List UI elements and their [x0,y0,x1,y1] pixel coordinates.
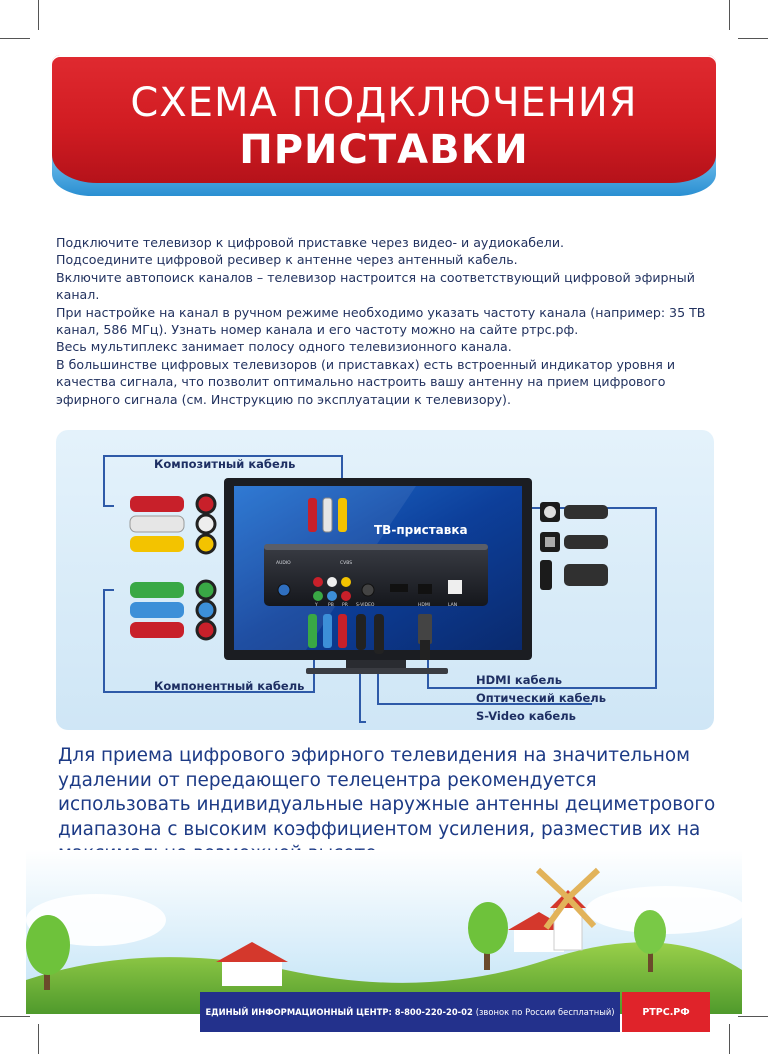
crop-mark [738,38,768,39]
free-call-note: (звонок по России бесплатный) [475,1007,615,1017]
composite-cable-label: Композитный кабель [154,457,296,471]
svideo-cable-label: S-Video кабель [476,709,576,723]
plug-green [130,582,184,598]
port-label-pr: PR [342,603,348,608]
port-label-pb: PB [328,603,334,608]
crop-mark [38,1024,39,1054]
hdmi-cable-label: HDMI кабель [476,673,562,687]
composite-top-plugs [308,498,347,532]
crop-mark [738,1016,768,1017]
footer-text [205,1007,614,1017]
port-label-y: Y [315,603,318,608]
plug-red [130,622,184,638]
intro-line: Весь мультиплекс занимает полосу одного телевизионного канала. [56,339,512,355]
jack-red [197,621,215,639]
composite-plugs [130,495,215,553]
intro-line: Включите автопоиск каналов – телевизор настроится на соответствующий цифровой эфирный канал. [56,269,695,303]
component-plugs [130,581,215,639]
port-label-cvbs: CVBS [340,561,353,566]
title-line-2: ПРИСТАВКИ [239,127,529,173]
jack-yellow [197,535,215,553]
connection-diagram [56,430,714,730]
plug-white [130,516,184,532]
optical-cable-label: Оптический кабель [476,691,606,705]
crop-mark [38,0,39,30]
port-label-audio: AUDIO [276,561,291,566]
crop-mark [729,0,730,30]
crop-mark [729,1024,730,1054]
crop-mark [0,38,30,39]
intro-line: В большинстве цифровых телевизоров (и приставках) есть встроенный индикатор уровня и качества сигнала, что позволит оптимально настроить вашу антенну на прием цифрового эфирного сигнала (см. Инструкцию по эксплуатации к телевизору). [56,356,676,407]
info-center-phone: ЕДИНЫЙ ИНФОРМАЦИОННЫЙ ЦЕНТР: 8-800-220-20-02 [205,1007,473,1017]
port-label-lan: LAN [448,603,458,608]
port-label-svideo: S-VIDEO [356,603,375,608]
component-cable-label: Компонентный кабель [154,679,305,693]
intro-line: Подключите телевизор к цифровой приставке через видео- и аудиокабели. [56,235,565,250]
intro-line: Подсоедините цифровой ресивер к антенне через антенный кабель. [56,252,518,268]
jack-red [197,495,215,513]
right-connectors [540,502,608,590]
set-top-box-icon [264,544,488,606]
plug-yellow [130,536,184,552]
advice-text: Для приема цифрового эфирного телевидения на значительном удалении от передающего телецентра рекомендуется использовать индивидуальные наружные антенны дециметрового диапазона с высоким коэффициентом усиления, разместив их на [58,745,716,840]
jack-white [197,515,215,533]
footer-info-bar [200,992,620,1032]
stb-label: ТВ-приставка [374,523,468,537]
jack-green [197,581,215,599]
jack-blue [197,601,215,619]
plug-red [130,496,184,512]
port-label-hdmi: HDMI [418,603,431,608]
site-badge: РТРС.РФ [622,992,710,1032]
landscape-illustration [26,850,742,1014]
title-line-1: СХЕМА ПОДКЛЮЧЕНИЯ [130,80,638,126]
crop-mark [0,1016,30,1017]
intro-line: При настройке на канал в ручном режиме необходимо указать частоту канала (например: 35 ТВ канал, 586 МГц). Узнать номер канала и его частоту можно на сайте ртрс.рф. [56,304,706,338]
plug-blue [130,602,184,618]
intro-text [56,234,716,408]
